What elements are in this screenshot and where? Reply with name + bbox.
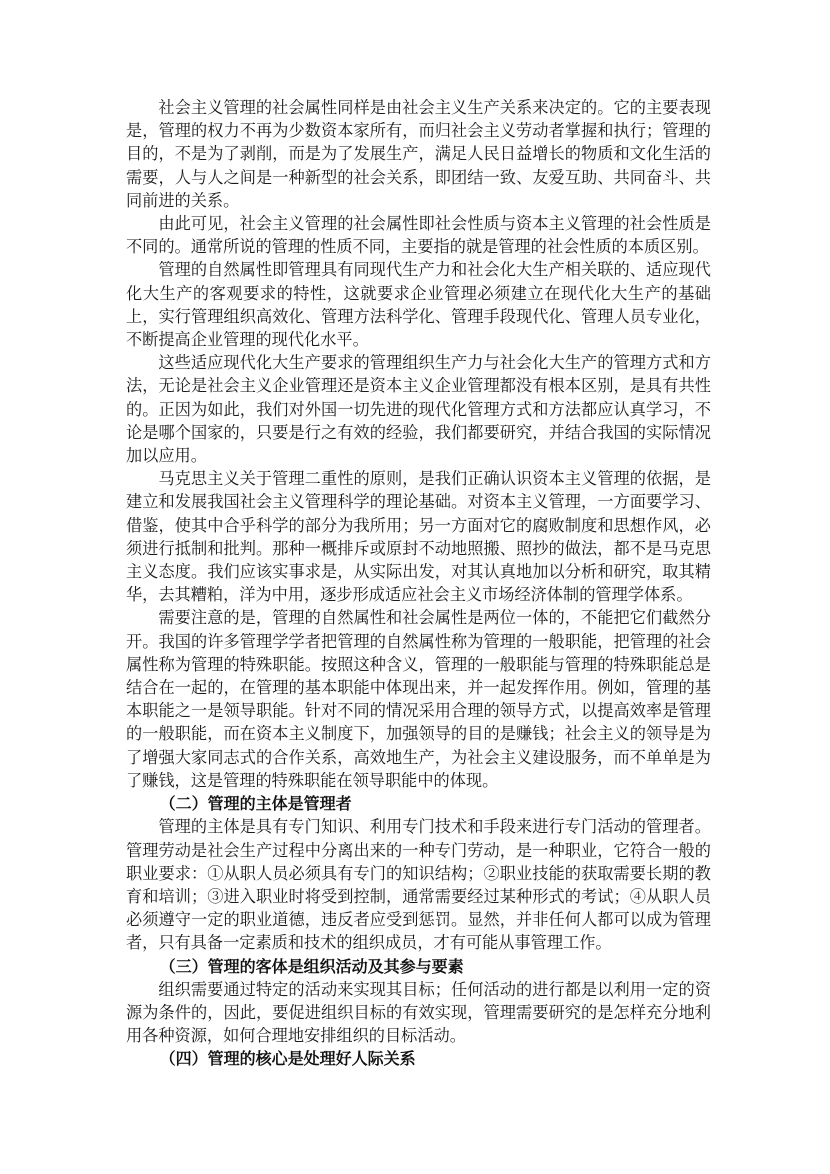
paragraph: 社会主义管理的社会属性同样是由社会主义生产关系来决定的。它的主要表现是，管理的权力不再为少数资本家所有，而归社会主义劳动者掌握和执行；管理的目的，不是为了剥削，而是为了发展生产，满足人民日益增长的物质和文化生活的需要，人与人之间是一种新型的社会关系，即团结一致、友爱互助、共同奋斗、共同前进的关系。 [126,98,711,210]
section-heading-subject: （二）管理的主体是管理者 [159,794,352,814]
section-heading-core: （四）管理的核心是处理好人际关系 [159,1049,416,1069]
paragraph: 管理的主体是具有专门知识、利用专门技术和手段来进行专门活动的管理者。管理劳动是社会生产过程中分离出来的一种专门劳动，是一种职业，它符合一般的职业要求：①从职人员必须具有专门的知识结构；②职业技能的获取需要长期的教育和培训；③进入职业时将受到控制，通常需要经过某种形式的考试；④从职人员必须遵守一定的职业道德，违反者应受到惩罚。显然，并非任何人都可以成为管理者，只有具备一定素质和技术的组织成员，才有可能从事管理工作。 [126,817,711,953]
paragraph: 由此可见，社会主义管理的社会属性即社会性质与资本主义管理的社会性质是不同的。通常所说的管理的性质不同，主要指的就是管理的社会性质的本质区别。 [126,214,711,257]
document-body [126,96,711,1071]
paragraph: 需要注意的是，管理的自然属性和社会属性是两位一体的，不能把它们截然分开。我国的许多管理学学者把管理的自然属性称为管理的一般职能，把管理的社会属性称为管理的特殊职能。按照这种含义，管理的一般职能与管理的特殊职能总是结合在一起的，在管理的基本职能中体现出来，并一起发挥作用。例如，管理的基本职能之一是领导职能。针对不同的情况采用合理的领导方式，以提高效率是管理的一般职能，而在资本主义制度下，加强领导的目的是赚钱；社会主义的领导是为了增强大家同志式的合作关系，高效地生产，为社会主义建设服务，而不单单是为了赚钱，这是管理的特殊职能在领导职能中的体现。 [126,608,711,790]
section-heading-object: （三）管理的客体是组织活动及其参与要素 [159,956,464,976]
paragraph: 管理的自然属性即管理具有同现代生产力和社会化大生产相关联的、适应现代化大生产的客观要求的特性，这就要求企业管理必须建立在现代化大生产的基础上，实行管理组织高效化、管理方法科学化、管理手段现代化、管理人员专业化，不断提高企业管理的现代化水平。 [126,260,711,350]
paragraph: 马克思主义关于管理二重性的原则，是我们正确认识资本主义管理的依据，是建立和发展我国社会主义管理科学的理论基础。对资本主义管理，一方面要学习、借鉴，使其中合乎科学的部分为我所用；另一方面对它的腐败制度和思想作风，必须进行抵制和批判。那种一概排斥或原封不动地照搬、照抄的做法，都不是马克思主义态度。我们应该实事求是，从实际出发，对其认真地加以分析和研究，取其精华，去其糟粕，洋为中用，逐步形成适应社会主义市场经济体制的管理学体系。 [126,469,711,605]
paragraph: 这些适应现代化大生产要求的管理组织生产力与社会化大生产的管理方式和方法，无论是社会主义企业管理还是资本主义企业管理都没有根本区别，是具有共性的。正因为如此，我们对外国一切先进的现代化管理方式和方法都应认真学习，不论是哪个国家的，只要是行之有效的经验，我们都要研究，并结合我国的实际情况加以应用。 [126,353,711,466]
paragraph: 组织需要通过特定的活动来实现其目标；任何活动的进行都是以利用一定的资源为条件的，因此，要促进组织目标的有效实现，管理需要研究的是怎样充分地利用各种资源，如何合理地安排组织的目标活动。 [126,979,711,1046]
